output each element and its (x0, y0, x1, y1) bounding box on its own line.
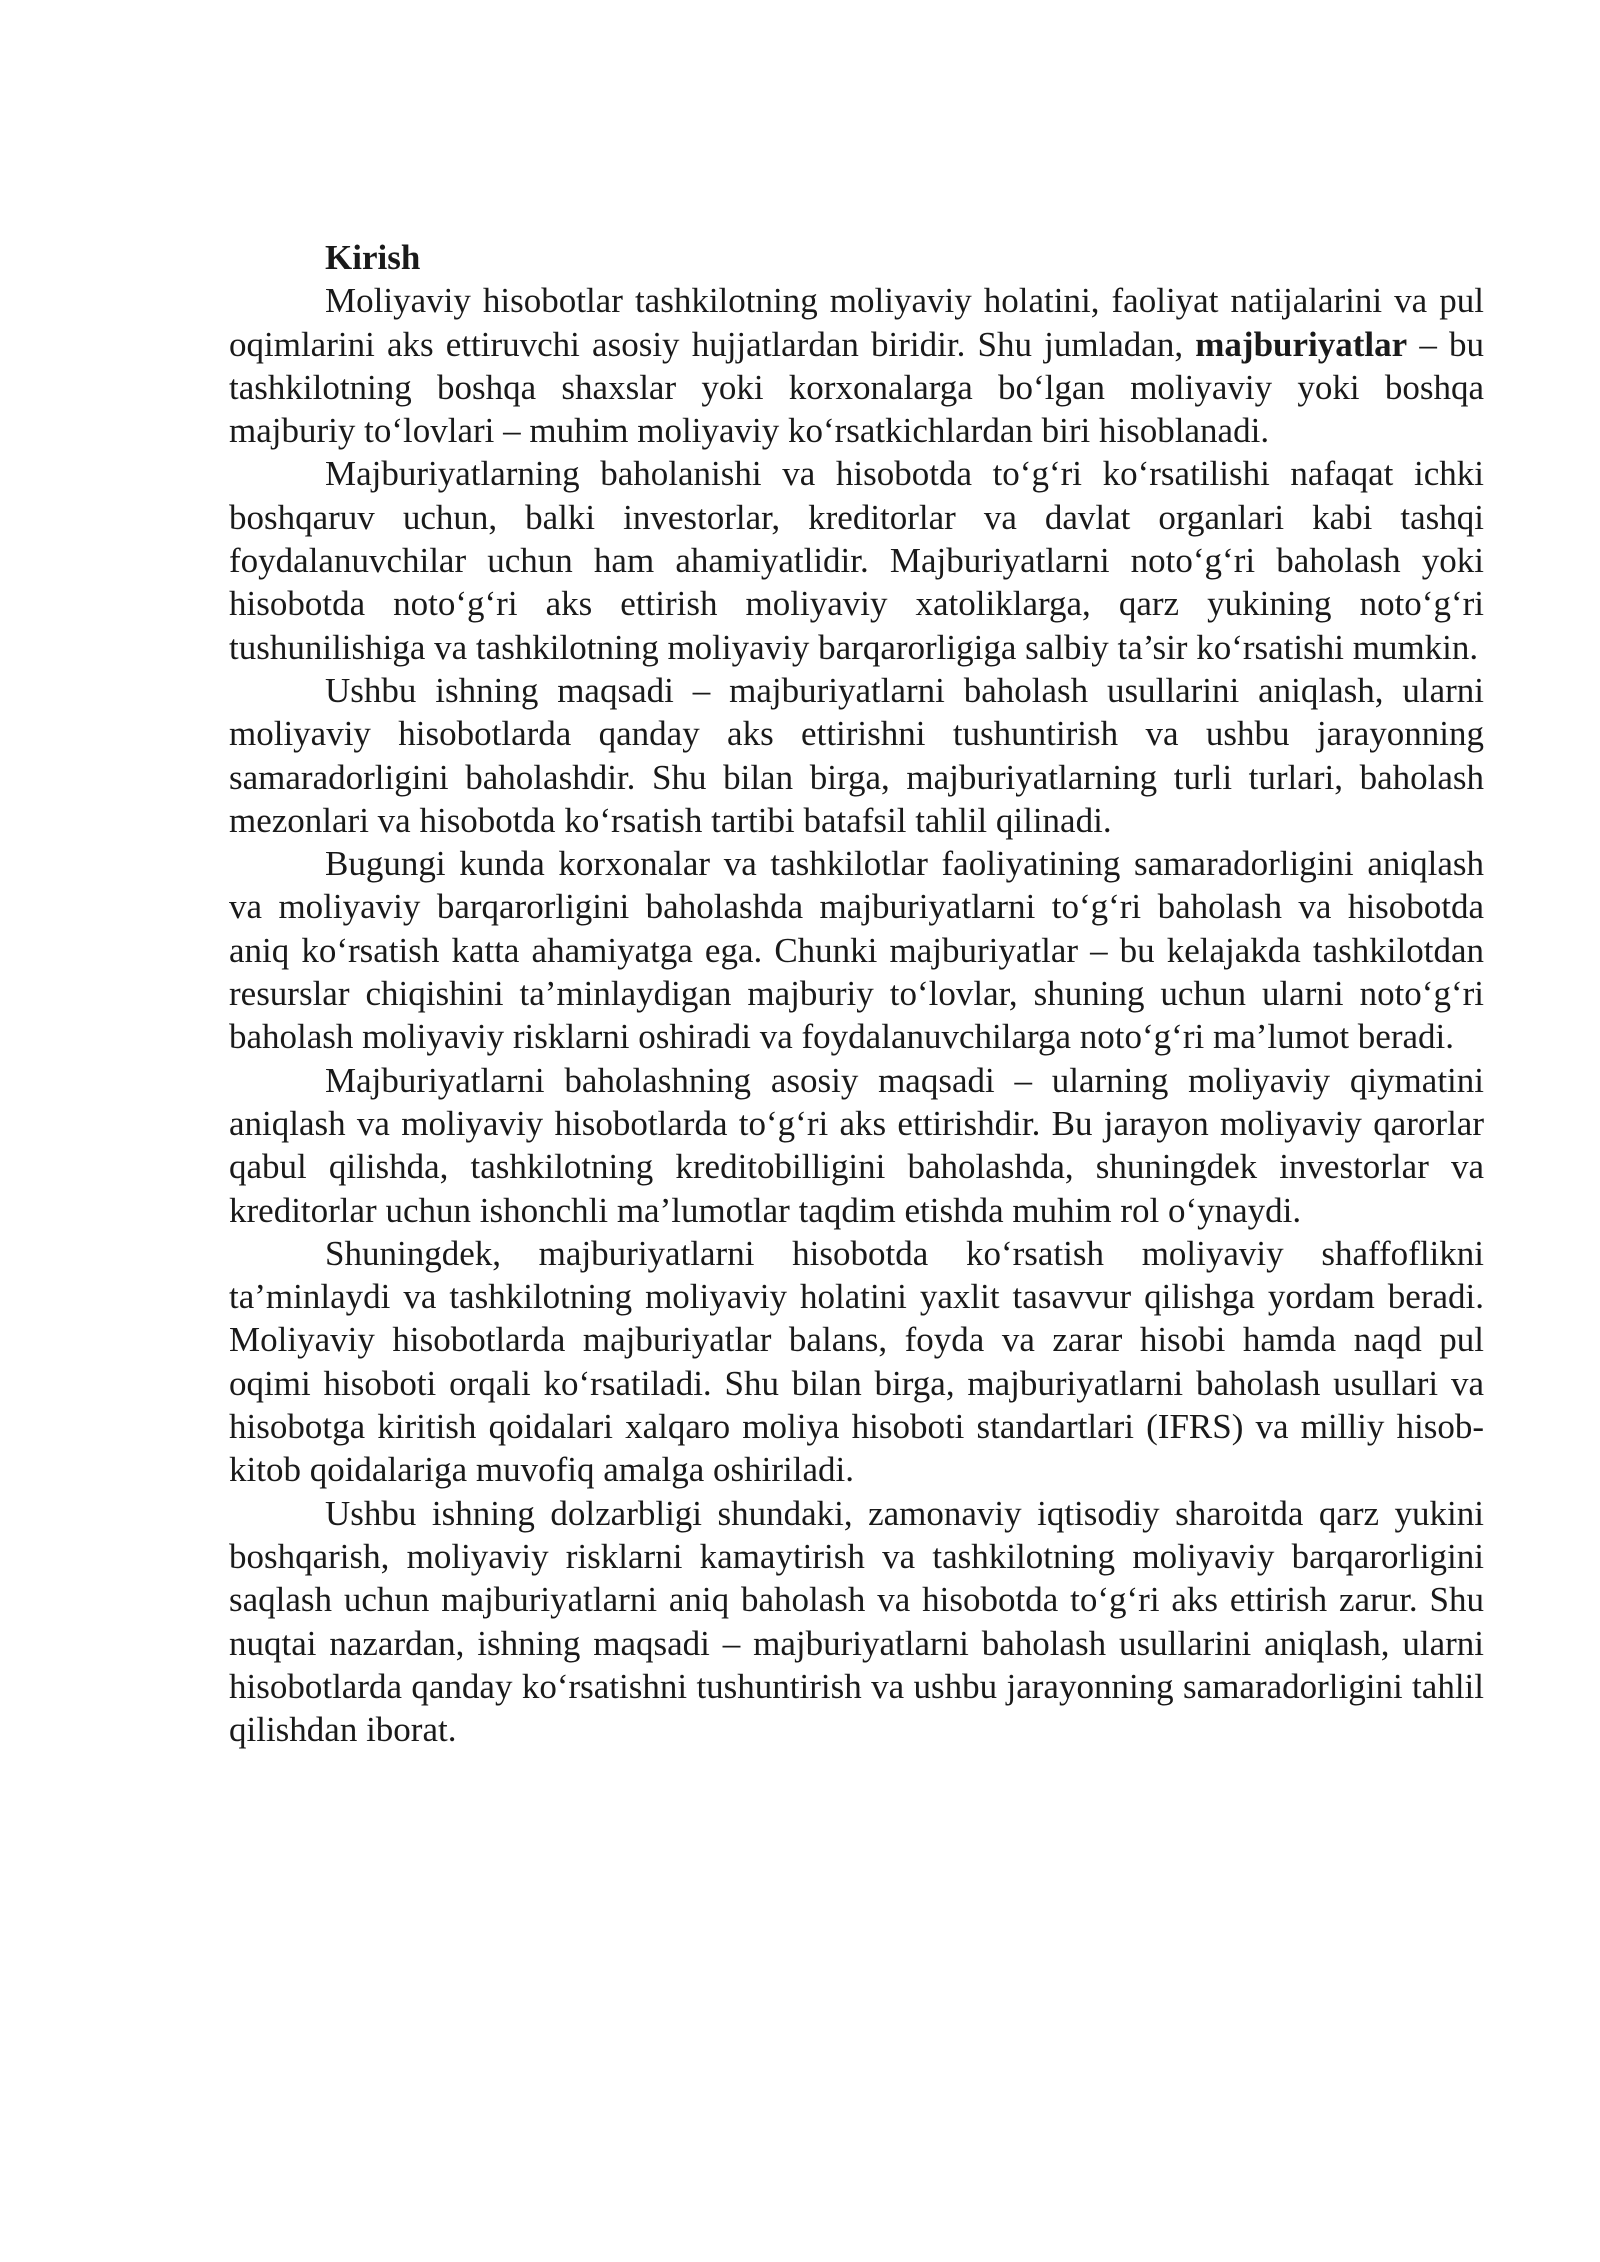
section-heading: Kirish (325, 238, 421, 277)
paragraph-intro (229, 279, 1484, 452)
document-page (229, 236, 1484, 1751)
paragraph-intro-text-end: – bu tashkilotning boshqa shaxslar yoki korxonalarga bo‘lgan moliyaviy yoki boshqa majburiy to‘lovlari – muhim moliyaviy ko‘rsatkichlardan biri hisoblanadi. (229, 324, 1484, 451)
paragraph-5: Majburiyatlarni baholashning asosiy maqsadi – ularning moliyaviy qiymatini aniqlash va moliyaviy hisobotlarda to‘g‘ri aks ettirishdir. Bu jarayon moliyaviy qarorlar qabul qilishda, tashkilotning kreditobilligini baholashda, shuningdek investorlar va kreditorlar uchun ishonchli ma’lumotlar taqdim etishda muhim rol o‘ynaydi. (229, 1060, 1484, 1230)
paragraph-3: Ushbu ishning maqsadi – majburiyatlarni baholash usullarini aniqlash, ularni moliyaviy hisobotlarda qanday aks ettirishni tushuntirish va ushbu jarayonning samaradorligini baholashdir. Shu bilan birga, majburiyatlarning turli turlari, baholash mezonlari va hisobotda ko‘rsatish tartibi batafsil tahlil qilinadi. (229, 670, 1484, 840)
paragraph-intro-text-start: Moliyaviy hisobotlar tashkilotning moliyaviy holatini, faoliyat natijalarini va pul oqimlarini aks ettiruvchi asosiy hujjatlardan biridir. Shu jumladan, (229, 281, 1484, 364)
term-majburiyatlar: majburiyatlar (1195, 324, 1408, 364)
paragraph-4: Bugungi kunda korxonalar va tashkilotlar faoliyatining samaradorligini aniqlash va moliyaviy barqarorligini baholashda majburiyatlarni to‘g‘ri baholash va hisobotda aniq ko‘rsatish katta ahamiyatga ega. Chunki majburiyatlar – bu kelajakda tashkilotdan resurslar chiqishini ta’minlaydigan majburiy to‘lovlar, shuning uchun ularni noto‘g‘ri baholash moliyaviy risklarni oshiradi va foydalanuvchilarga noto‘g‘ri ma’lumot beradi. (229, 844, 1484, 1057)
paragraph-2: Majburiyatlarning baholanishi va hisobotda to‘g‘ri ko‘rsatilishi nafaqat ichki boshqaruv uchun, balki investorlar, kreditorlar va davlat organlari kabi tashqi foydalanuvchilar uchun ham ahamiyatlidir. Majburiyatlarni noto‘g‘ri baholash yoki hisobotda noto‘g‘ri aks ettirish moliyaviy xatoliklarga, qarz yukining noto‘g‘ri tushunilishiga va tashkilotning moliyaviy barqarorligiga salbiy ta’sir ko‘rsatishi mumkin. (229, 454, 1484, 667)
paragraph-6: Shuningdek, majburiyatlarni hisobotda ko‘rsatish moliyaviy shaffoflikni ta’minlaydi va tashkilotning moliyaviy holatini yaxlit tasavvur qilishga yordam beradi. Moliyaviy hisobotlarda majburiyatlar balans, foyda va zarar hisobi hamda naqd pul oqimi hisoboti orqali ko‘rsatiladi. Shu bilan birga, majburiyatlarni baholash usullari va hisobotga kiritish qoidalari xalqaro moliya hisoboti standartlari (IFRS) va milliy hisob-kitob qoidalariga muvofiq amalga oshiriladi. (229, 1233, 1484, 1490)
paragraph-7: Ushbu ishning dolzarbligi shundaki, zamonaviy iqtisodiy sharoitda qarz yukini boshqarish, moliyaviy risklarni kamaytirish va tashkilotning moliyaviy barqarorligini saqlash uchun majburiyatlarni aniq baholash va hisobotda to‘g‘ri aks ettirish zarur. Shu nuqtai nazardan, ishning maqsadi – majburiyatlarni baholash usullarini aniqlash, ularni hisobotlarda qanday ko‘rsatishni tushuntirish va ushbu jarayonning samaradorligini tahlil qilishdan iborat. (229, 1493, 1484, 1750)
